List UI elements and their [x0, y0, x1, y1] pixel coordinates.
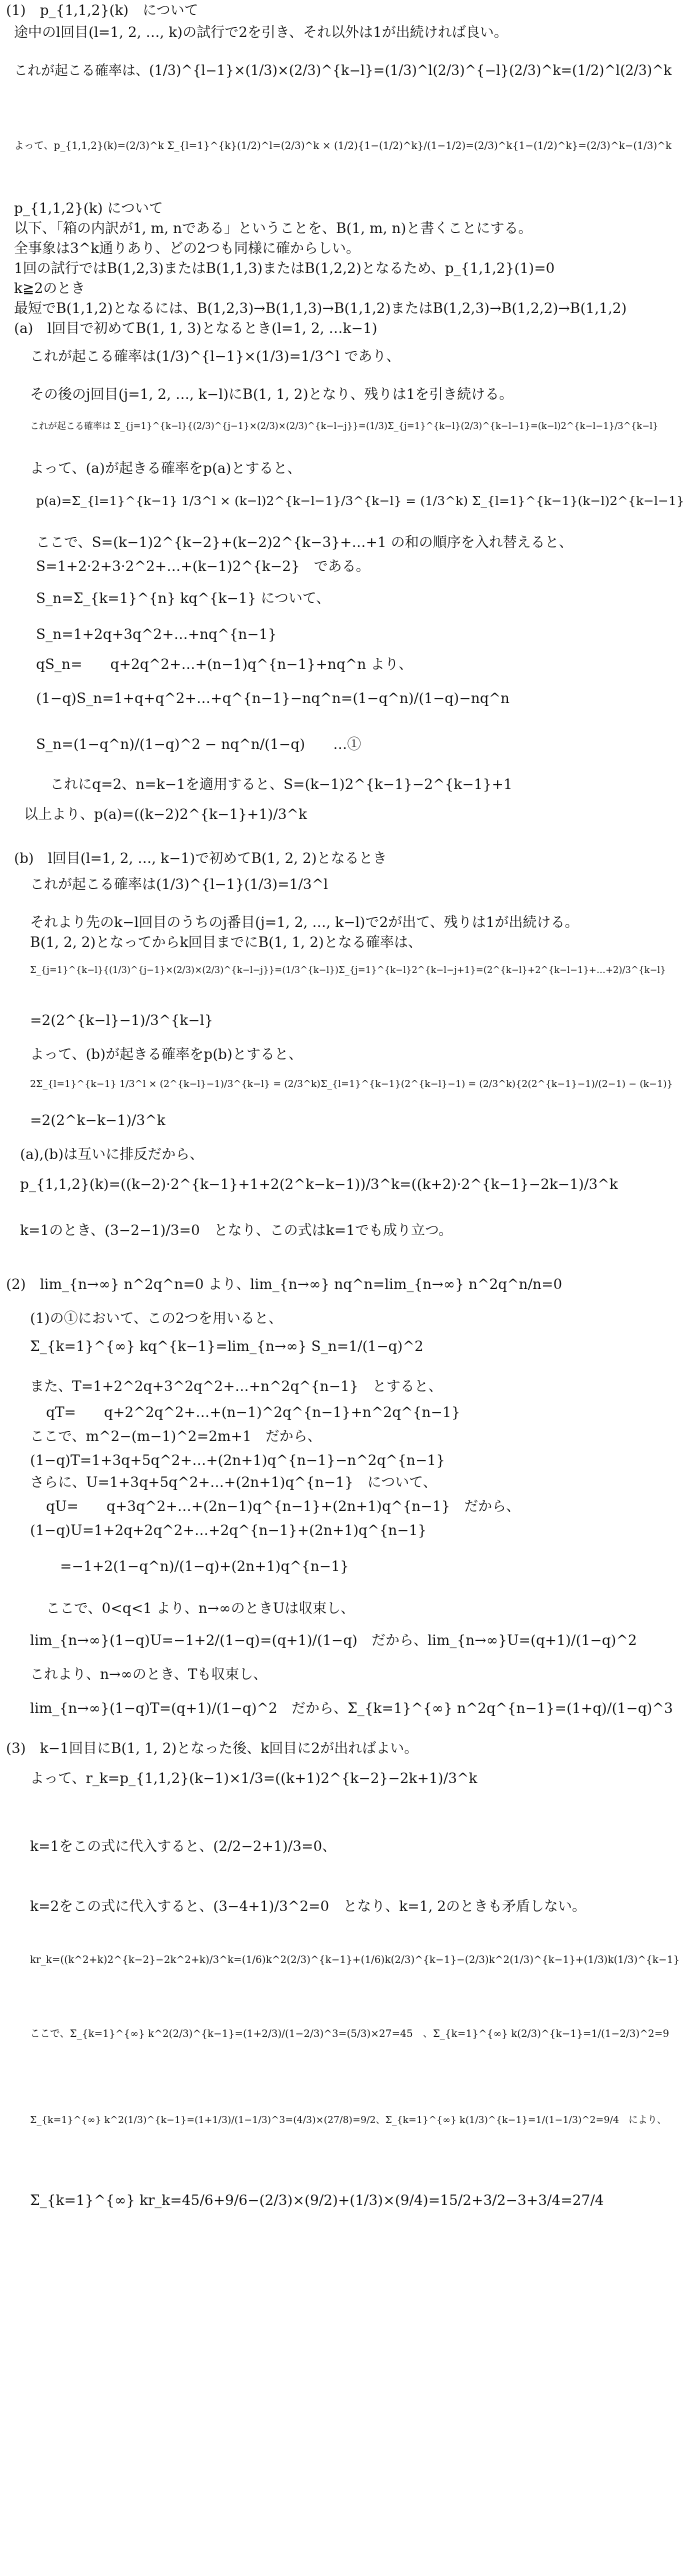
- formula-line: また、T=1+2^2q+3^2q^2+…+n^2q^{n−1} とすると、: [30, 1379, 443, 1395]
- formula-line: kr_k=((k^2+k)2^{k−2}−2k^2+k)/3^k=(1/6)k^2(2/3)^{k−1}+(1/6)k(2/3)^{k−1}−(2/3)k^2(1/3)^{k−1}+(1/3)k(1/3)^{k−1}: [30, 1955, 680, 1966]
- formula-line: これが起こる確率は(1/3)^{l−1}(1/3)=1/3^l: [30, 877, 329, 893]
- text-line: (1)の①において、この2つを用いると、: [30, 1311, 283, 1327]
- formula-line: lim_{n→∞}(1−q)U=−1+2/(1−q)=(q+1)/(1−q) だから、lim_{n→∞}U=(q+1)/(1−q)^2: [30, 1633, 637, 1649]
- formula-line: S_n=(1−q^n)/(1−q)^2 − nq^n/(1−q) …①: [36, 737, 362, 753]
- text-line: ここで、S=(k−1)2^{k−2}+(k−2)2^{k−3}+…+1 の和の順序を入れ替えると、: [36, 535, 573, 551]
- text-line: (a),(b)は互いに排反だから、: [20, 1147, 204, 1163]
- formula-line: これが起こる確率は Σ_{j=1}^{k−l}{(2/3)^{j−1}×(2/3)×(2/3)^{k−l−j}}=(1/3)Σ_{j=1}^{k−l}(2/3)^{k−l−1}=(k−l)2^{k−l−1}/3^{k−l}: [30, 422, 659, 432]
- text-line: p_{1,1,2}(k) について: [14, 201, 163, 217]
- text-line: これより、n→∞のとき、Tも収束し、: [30, 1667, 268, 1683]
- text-line: よって、(a)が起きる確率をp(a)とすると、: [30, 461, 302, 477]
- text-line: 以下、「箱の内訳が1, m, nである」ということを、B(1, m, n)と書くことにする。: [14, 221, 533, 237]
- formula-line: これにq=2、n=k−1を適用すると、S=(k−1)2^{k−1}−2^{k−1}+1: [50, 777, 513, 793]
- formula-line: ここで、m^2−(m−1)^2=2m+1 だから、: [30, 1429, 322, 1445]
- formula-line: S_n=1+2q+3q^2+…+nq^{n−1}: [36, 627, 277, 643]
- formula-line: k=2をこの式に代入すると、(3−4+1)/3^2=0 となり、k=1, 2のときも矛盾しない。: [30, 1899, 587, 1915]
- text-line: k=1のとき、(3−2−1)/3=0 となり、この式はk=1でも成り立つ。: [20, 1223, 453, 1239]
- formula-line: (1−q)S_n=1+q+q^2+…+q^{n−1}−nq^n=(1−q^n)/(1−q)−nq^n: [36, 691, 510, 707]
- formula-line: 2Σ_{l=1}^{k−1} 1/3^l × (2^{k−l}−1)/3^{k−l} = (2/3^k)Σ_{l=1}^{k−1}(2^{k−l}−1) = (2/3^k){2(2^{k−1}−1)/(2−1) − (k−1)}: [30, 1079, 673, 1090]
- section-heading: (2) lim_{n→∞} n^2q^n=0 より、lim_{n→∞} nq^n=lim_{n→∞} n^2q^n/n=0: [6, 1277, 563, 1293]
- formula-line: S_n=Σ_{k=1}^{n} kq^{k−1} について、: [36, 591, 331, 607]
- text-line: 最短でB(1,1,2)となるには、B(1,2,3)→B(1,1,3)→B(1,1,2)またはB(1,2,3)→B(1,2,2)→B(1,1,2): [14, 301, 627, 317]
- formula-line: Σ_{k=1}^{∞} kr_k=45/6+9/6−(2/3)×(9/2)+(1/3)×(9/4)=15/2+3/2−3+3/4=27/4: [30, 2193, 604, 2209]
- formula-line: =2(2^{k−l}−1)/3^{k−l}: [30, 1013, 214, 1029]
- text-line: k≧2のとき: [14, 281, 86, 297]
- formula-line: ここで、Σ_{k=1}^{∞} k^2(2/3)^{k−1}=(1+2/3)/(1−2/3)^3=(5/3)×27=45 、Σ_{k=1}^{∞} k(2/3)^{k−1}=1/(1−2/3)^2=9: [30, 2029, 670, 2040]
- formula-line: さらに、U=1+3q+5q^2+…+(2n+1)q^{n−1} について、: [30, 1475, 437, 1491]
- formula-line: 以上より、p(a)=((k−2)2^{k−1}+1)/3^k: [24, 807, 307, 823]
- formula-line: =2(2^k−k−1)/3^k: [30, 1113, 166, 1129]
- formula-line: (1−q)U=1+2q+2q^2+…+2q^{n−1}+(2n+1)q^{n−1}: [30, 1523, 427, 1539]
- text-line: 全事象は3^k通りあり、どの2つも同様に確からしい。: [14, 241, 361, 257]
- formula-line: よって、p_{1,1,2}(k)=(2/3)^k Σ_{l=1}^{k}(1/2)^l=(2/3)^k × (1/2){1−(1/2)^k}/(1−1/2)=(2/3)^k{1−(1/2)^k}=(2/3)^k−(1/3)^k: [14, 141, 672, 152]
- text-line: その後のj回目(j=1, 2, …, k−l)にB(1, 1, 2)となり、残りは1を引き続ける。: [30, 387, 514, 403]
- formula-line: lim_{n→∞}(1−q)T=(q+1)/(1−q)^2 だから、Σ_{k=1}^{∞} n^2q^{n−1}=(1+q)/(1−q)^3: [30, 1701, 673, 1717]
- formula-line: (1−q)T=1+3q+5q^2+…+(2n+1)q^{n−1}−n^2q^{n−1}: [30, 1453, 445, 1469]
- formula-line: これが起こる確率は(1/3)^{l−1}×(1/3)=1/3^l であり、: [30, 349, 401, 365]
- formula-line: これが起こる確率は、(1/3)^{l−1}×(1/3)×(2/3)^{k−l}=(1/3)^l(2/3)^{−l}(2/3)^k=(1/2)^l(2/3)^k: [14, 63, 672, 79]
- text-line: それより先のk−l回目のうちのj番目(j=1, 2, …, k−l)で2が出て、残りは1が出続ける。: [30, 915, 579, 931]
- case-heading: (a) l回目で初めてB(1, 1, 3)となるとき(l=1, 2, …k−1): [14, 321, 378, 337]
- section-heading: (1) p_{1,1,2}(k) について: [6, 3, 199, 19]
- text-line: ここで、0<q<1 より、n→∞のときUは収束し、: [46, 1601, 355, 1617]
- formula-line: S=1+2·2+3·2^2+…+(k−1)2^{k−2} である。: [36, 559, 370, 575]
- formula-line: Σ_{k=1}^{∞} k^2(1/3)^{k−1}=(1+1/3)/(1−1/3)^3=(4/3)×(27/8)=9/2、Σ_{k=1}^{∞} k(1/3)^{k−1}=1/(1−1/3)^2=9/4 により、: [30, 2115, 667, 2126]
- formula-line: Σ_{k=1}^{∞} kq^{k−1}=lim_{n→∞} S_n=1/(1−q)^2: [30, 1339, 424, 1355]
- formula-line: Σ_{j=1}^{k−l}{(1/3)^{j−1}×(2/3)×(2/3)^{k−l−j}}=(1/3^{k−l})Σ_{j=1}^{k−l}2^{k−l−j+1}=(2^{k−l}+2^{k−l−1}+…+2)/3^{k−l}: [30, 966, 666, 976]
- formula-line: よって、r_k=p_{1,1,2}(k−1)×1/3=((k+1)2^{k−2}−2k+1)/3^k: [30, 1771, 478, 1787]
- text-line: B(1, 2, 2)となってからk回目までにB(1, 1, 2)となる確率は、: [30, 935, 422, 951]
- formula-line: k=1をこの式に代入すると、(2/2−2+1)/3=0、: [30, 1839, 337, 1855]
- formula-line: qT= q+2^2q^2+…+(n−1)^2q^{n−1}+n^2q^{n−1}: [46, 1405, 461, 1421]
- text-line: よって、(b)が起きる確率をp(b)とすると、: [30, 1047, 303, 1063]
- formula-line: qS_n= q+2q^2+…+(n−1)q^{n−1}+nq^n より、: [36, 657, 413, 673]
- formula-line: p(a)=Σ_{l=1}^{k−1} 1/3^l × (k−l)2^{k−l−1}/3^{k−l} = (1/3^k) Σ_{l=1}^{k−1}(k−l)2^{k−l−1}: [36, 493, 685, 508]
- formula-line: =−1+2(1−q^n)/(1−q)+(2n+1)q^{n−1}: [60, 1559, 349, 1575]
- case-heading: (b) l回目(l=1, 2, …, k−1)で初めてB(1, 2, 2)となるとき: [14, 851, 387, 867]
- formula-line: qU= q+3q^2+…+(2n−1)q^{n−1}+(2n+1)q^{n−1} だから、: [46, 1499, 521, 1515]
- formula-line: p_{1,1,2}(k)=((k−2)·2^{k−1}+1+2(2^k−k−1))/3^k=((k+2)·2^{k−1}−2k−1)/3^k: [20, 1177, 618, 1193]
- text-line: 途中のl回目(l=1, 2, …, k)の試行で2を引き、それ以外は1が出続ければ良い。: [14, 25, 508, 41]
- section-heading: (3) k−1回目にB(1, 1, 2)となった後、k回目に2が出ればよい。: [6, 1741, 419, 1757]
- text-line: 1回の試行ではB(1,2,3)またはB(1,1,3)またはB(1,2,2)となるため、p_{1,1,2}(1)=0: [14, 261, 555, 277]
